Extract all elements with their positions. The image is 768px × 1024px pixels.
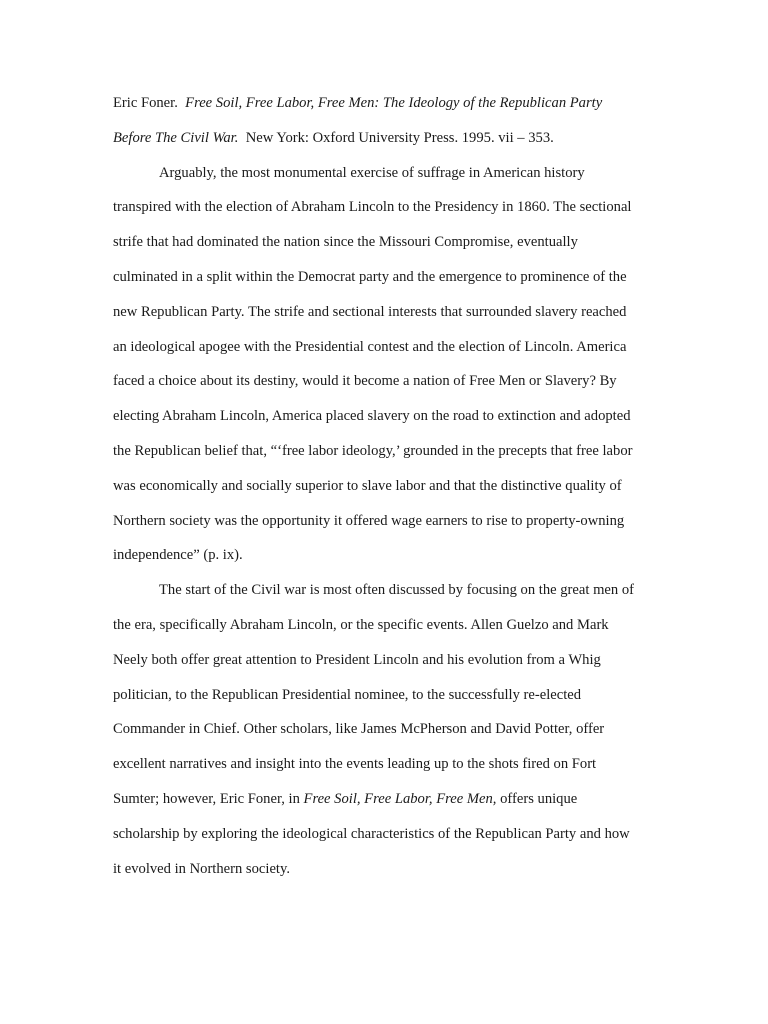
paragraph-line [113,782,661,817]
paragraph-line: new Republican Party. The strife and sectional interests that surrounded slavery reached [113,303,627,320]
paragraph-line: scholarship by exploring the ideological characteristics of the Republican Party and how [113,825,630,842]
paragraph-line: Arguably, the most monumental exercise of suffrage in American history [159,164,585,181]
paragraph-line: an ideological apogee with the Presidential contest and the election of Lincoln. America [113,338,627,355]
citation-line-2 [113,121,661,156]
paragraph-line: excellent narratives and insight into the events leading up to the shots fired on Fort [113,756,597,773]
citation-line-1 [113,86,661,121]
paragraph-line: the Republican belief that, “‘free labor ideology,’ grounded in the precepts that free labor [113,442,633,459]
citation-title-part-1: Free Soil, Free Labor, Free Men: The Ideology of the Republican Party [185,95,603,111]
paragraph-line: the era, specifically Abraham Lincoln, or the specific events. Allen Guelzo and Mark [113,616,609,633]
paragraph-line: culminated in a split within the Democrat party and the emergence to prominence of the [113,268,627,285]
citation [113,86,661,156]
paragraph-line: was economically and socially superior to slave labor and that the distinctive quality of [113,477,622,494]
paragraph-line: Commander in Chief. Other scholars, like James McPherson and David Potter, offer [113,721,605,738]
paragraph-line: politician, to the Republican Presidential nominee, to the successfully re-elected [113,686,582,703]
citation-author: Eric Foner. [113,95,178,111]
paragraph-line: faced a choice about its destiny, would it become a nation of Free Men or Slavery? By [113,373,617,390]
citation-title-part-2: Before The Civil War. [113,129,239,146]
paragraph-line: independence” (p. ix). [113,547,243,564]
line-text: offers unique [496,790,578,807]
paragraph-1 [113,156,661,574]
paragraph-line: Neely both offer great attention to President Lincoln and his evolution from a Whig [113,651,601,668]
document-body [113,86,661,886]
paragraph-line: electing Abraham Lincoln, America placed slavery on the road to extinction and adopted [113,408,631,425]
paragraph-line: it evolved in Northern society. [113,860,290,877]
paragraph-line: transpired with the election of Abraham Lincoln to the Presidency in 1860. The sectional [113,199,632,216]
paragraph-line: strife that had dominated the nation since the Missouri Compromise, eventually [113,234,578,251]
paragraph-line: The start of the Civil war is most often discussed by focusing on the great men of [159,582,635,599]
citation-publication: New York: Oxford University Press. 1995. vii – 353. [245,129,554,146]
paragraph-line: Northern society was the opportunity it offered wage earners to rise to property-owning [113,512,625,529]
book-title-italic: Free Soil, Free Labor, Free Men, [303,790,497,807]
line-text: Sumter; however, Eric Foner, in [113,790,304,807]
paragraph-2 [113,573,661,886]
